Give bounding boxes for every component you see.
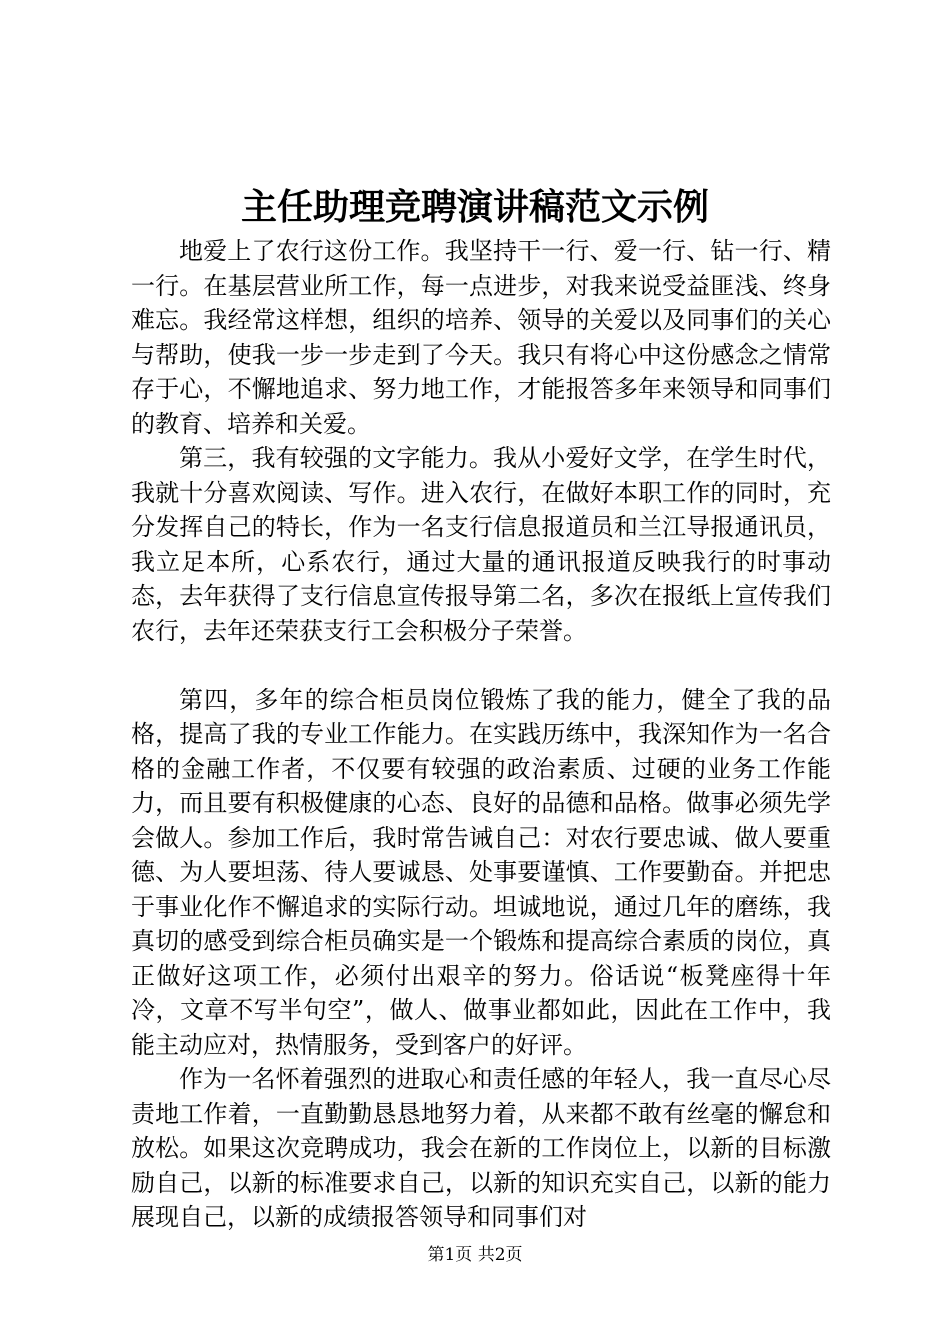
paragraph-4: 作为一名怀着强烈的进取心和责任感的年轻人，我一直尽心尽责地工作着，一直勤勤恳恳地努力着，从来都不敢有丝毫的懈怠和放松。如果这次竞聘成功，我会在新的工作岗位上，以新的目标激励自己，以新的标准要求自己，以新的知识充实自己，以新的能力展现自己，以新的成绩报答领导和同事们对 (131, 1065, 831, 1231)
paragraph-spacer (131, 648, 831, 683)
paragraph-1: 地爱上了农行这份工作。我坚持干一行、爱一行、钻一行、精一行。在基层营业所工作，每一点进步，对我来说受益匪浅、终身难忘。我经常这样想，组织的培养、领导的关爱以及同事们的关心与帮助，使我一步一步走到了今天。我只有将心中这份感念之情常存于心，不懈地追求、努力地工作，才能报答多年来领导和同事们的教育、培养和关爱。 (131, 237, 831, 438)
page-footer: 第1页 共2页 (427, 1245, 523, 1265)
document-title: 主任助理竞聘演讲稿范文示例 (240, 186, 709, 228)
paragraph-3: 第四，多年的综合柜员岗位锻炼了我的能力，健全了我的品格，提高了我的专业工作能力。在实践历练中，我深知作为一名合格的金融工作者，不仅要有较强的政治素质、过硬的业务工作能力，而且要有积极健康的心态、良好的品德和品格。做事必须先学会做人。参加工作后，我时常告诫自己：对农行要忠诚、做人要重德、为人要坦荡、待人要诚恳、处事要谨慎、工作要勤奋。并把忠于事业化作不懈追求的实际行动。坦诚地说，通过几年的磨练，我真切的感受到综合柜员确实是一个锻炼和提高综合素质的岗位，真正做好这项工作，必须付出艰辛的努力。俗话说“板凳座得十年冷，文章不写半句空”，做人、做事业都如此，因此在工作中，我能主动应对，热情服务，受到客户的好评。 (131, 685, 831, 1059)
paragraph-2: 第三，我有较强的文字能力。我从小爱好文学，在学生时代，我就十分喜欢阅读、写作。进入农行，在做好本职工作的同时，充分发挥自己的特长，作为一名支行信息报道员和兰江导报通讯员，我立足本所，心系农行，通过大量的通讯报道反映我行的时事动态，去年获得了支行信息宣传报导第二名，多次在报纸上宣传我们农行，去年还荣获支行工会积极分子荣誉。 (131, 444, 831, 645)
document-body (131, 234, 831, 1235)
